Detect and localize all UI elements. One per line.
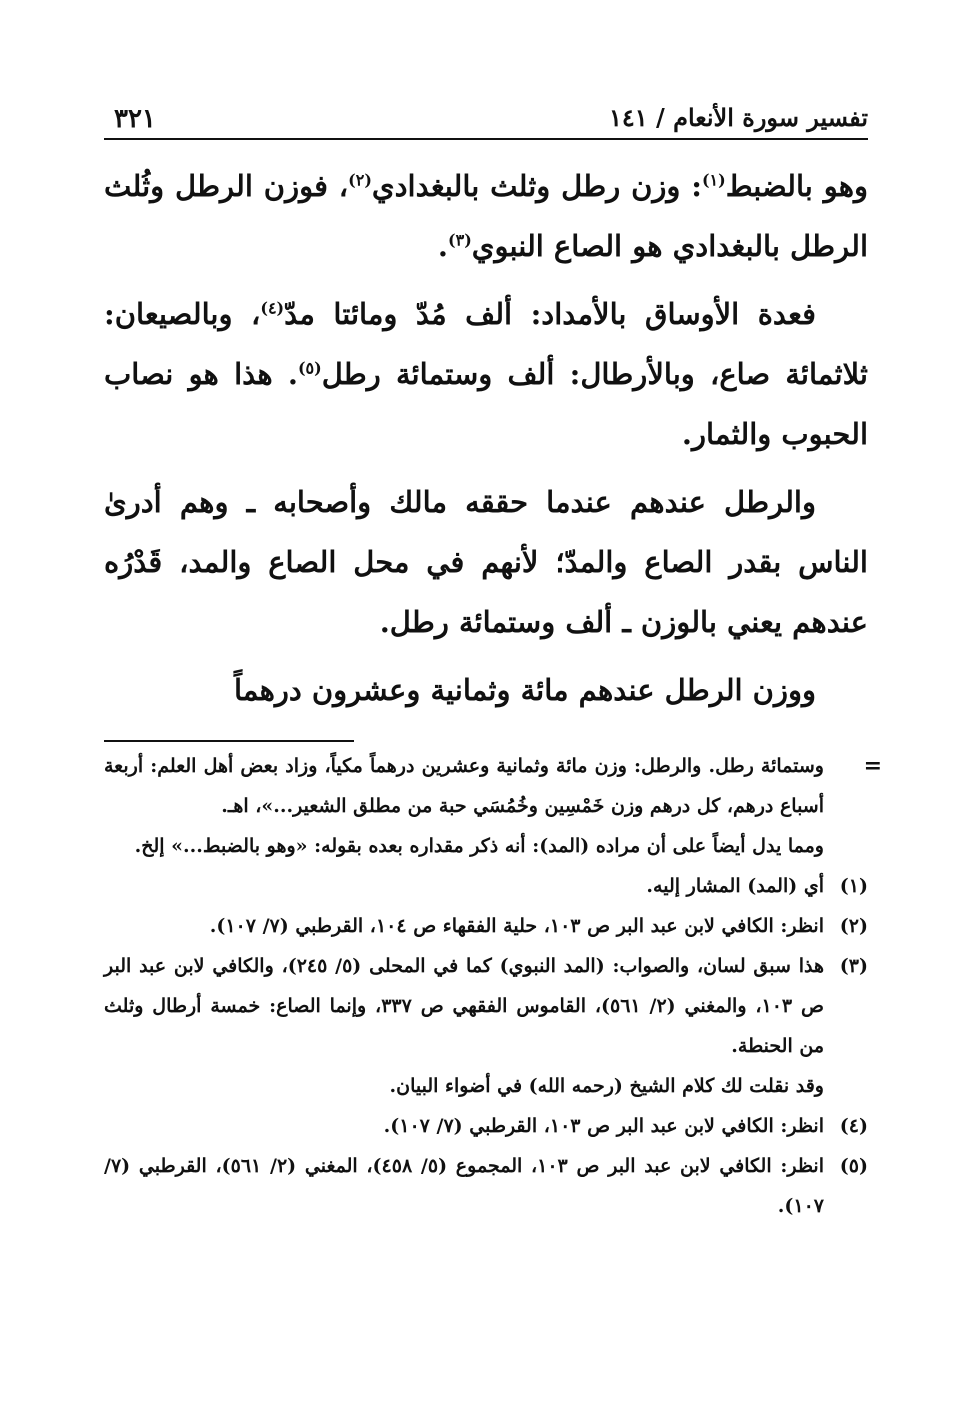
footnote-ref-1[interactable]: (١): [701, 170, 726, 190]
footnote-extra: وقد نقلت لك كلام الشيخ (رحمه الله) في أضواء البيان.: [389, 1075, 824, 1097]
text-run: : وزن رطل وثلث بالبغدادي: [371, 169, 702, 203]
footnote-continuation-2: [104, 826, 868, 866]
text-run: فعدة الأوساق بالأمداد: ألف مُدّ ومائتا مدّ: [284, 297, 817, 331]
running-header: [104, 92, 868, 140]
footnote-4: [104, 1106, 868, 1146]
text-run: ، وبالصيعان: ثلاثمائة صاع، وبالأرطال: ألف وستمائة رطل: [104, 297, 868, 391]
footnotes: [104, 746, 882, 1226]
footnote-text: انظر: الكافي لابن عبد البر ص ١٠٣، القرطبي (٧/ ١٠٧).: [383, 1115, 824, 1137]
footnote-text: انظر: الكافي لابن عبد البر ص ١٠٣، المجموع (٥/ ٤٥٨)، المغني (٢/ ٥٦١)، القرطبي (٧/ ١٠٧).: [104, 1155, 825, 1217]
footnote-continuation: [104, 746, 882, 826]
paragraph-3: والرطل عندهم عندما حققه مالك وأصحابه ـ وهم أدرىٰ الناس بقدر الصاع والمدّ؛ لأنهم في محل الصاع والمد، قَدْرُه عندهم يعني بالوزن ـ ألف وستمائة رطل.: [104, 485, 868, 639]
text-run: .: [437, 229, 449, 263]
footnote-ref-4[interactable]: (٤): [260, 298, 285, 318]
text-run: وهو بالضبط: [725, 169, 868, 203]
footnote-5: [104, 1146, 868, 1226]
footnote-number: (٢): [839, 915, 868, 937]
paragraph-4: ووزن الرطل عندهم مائة وثمانية وعشرون درهماً: [233, 673, 816, 707]
text-run: . هذا هو نصاب الحبوب والثمار.: [104, 357, 868, 451]
paragraph-2: [104, 284, 868, 464]
footnote-1: [104, 866, 868, 906]
footnote-number: (٤): [839, 1115, 868, 1137]
footnote-separator: [104, 740, 354, 742]
footnote-ref-3[interactable]: (٣): [448, 230, 472, 250]
main-text: [104, 156, 868, 720]
footnote-ref-2[interactable]: (٢): [348, 170, 372, 190]
text-run: ، فوزن الرطل وثُلث الرطل بالبغدادي هو الصاع النبوي: [104, 169, 868, 263]
footnote-number: (٥): [839, 1155, 868, 1177]
footnote-number: (٣): [839, 955, 868, 977]
footnote-number: (١): [839, 875, 868, 897]
continuation-mark: =: [863, 753, 882, 779]
footnote-3: [104, 946, 868, 1106]
footnote-text: أي (المد) المشار إليه.: [646, 875, 824, 897]
paragraph-1: [104, 156, 868, 276]
header-title: تفسير سورة الأنعام / ١٤١: [608, 103, 868, 132]
page-number: ٣٢١: [114, 104, 156, 134]
footnote-ref-5[interactable]: (٥): [297, 358, 322, 378]
footnote-text: هذا سبق لسان، والصواب: (المد النبوي) كما في المحلى (٥/ ٢٤٥)، والكافي لابن عبد البر ص ١٠٣، والمغني (٢/ ٥٦١)، القاموس الفقهي ص ٣٣٧، وإنما الصاع: خمسة أرطال وثلث من الحنطة.: [104, 955, 824, 1057]
footnote-text: انظر: الكافي لابن عبد البر ص ١٠٣، حلية الفقهاء ص ١٠٤، القرطبي (٧/ ١٠٧).: [209, 915, 824, 937]
footnote-continuation-text-2: ومما يدل أيضاً على أن مراده (المد): أنه ذكر مقداره بعده بقوله: «وهو بالضبط...» إلخ.: [134, 835, 824, 857]
footnote-continuation-text: وستمائة رطل. والرطل: وزن مائة وثمانية وعشرين درهماً مكياً، وزاد بعض أهل العلم: أربعة أسباع درهم، كل درهم وزن خَمْسِين وخُمُسَي حبة من مطلق الشعير...»، اهـ.: [104, 755, 824, 817]
footnote-2: [104, 906, 868, 946]
